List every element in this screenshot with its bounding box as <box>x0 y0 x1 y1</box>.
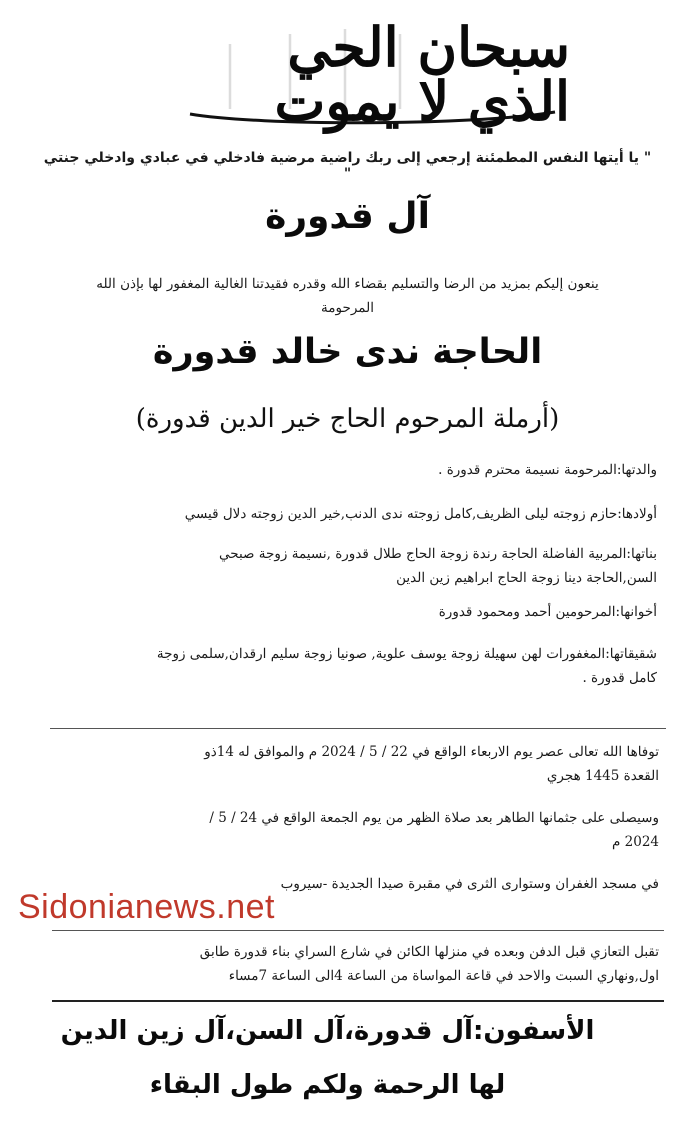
deceased-name: الحاجة ندى خالد قدورة <box>152 332 543 372</box>
relative-text-continued: كامل قدورة . <box>582 670 657 686</box>
family-title: آل قدورة <box>265 196 430 237</box>
relative-label: بناتها: <box>626 546 657 562</box>
relative-brothers <box>42 600 657 624</box>
relative-sisters <box>42 642 657 690</box>
announcement-line-1: ينعون إليكم بمزيد من الرضا والتسليم بقضاء الله وقدره فقيدتنا الغالية المغفور لها بإذن الله <box>96 276 599 292</box>
relative-label: أخوانها: <box>615 604 657 620</box>
relative-label: شقيقاتها: <box>605 646 657 662</box>
calligraphy-text: سبحان الحي الذي لا يموت <box>274 15 570 133</box>
quran-verse: " يا أيتها النفس المطمئنة إرجعي إلى ربك راضية مرضية فادخلي في عبادي وادخلي جنتي " <box>43 150 652 182</box>
relative-text: حازم زوجته ليلى الظريف,كامل زوجته ندى الدنب,خير الدين زوجته دلال قيسي <box>184 506 618 522</box>
widow-of-line: (أرملة المرحوم الحاج خير الدين قدورة) <box>135 404 560 434</box>
condolence-info-line-2: اول,ونهاري السبت والاحد في قاعة المواساة من الساعة 4الى الساعة 7مساء <box>228 968 659 984</box>
divider <box>52 930 664 931</box>
calligraphy-header <box>170 14 570 134</box>
announcement <box>40 272 655 320</box>
relative-text-continued: السن,الحاجة دينا زوجة الحاج ابراهيم زين الدين <box>396 570 657 586</box>
watermark: Sidonianews.net <box>18 888 276 926</box>
mourners-line: الأسفون:آل قدورة،آل السن،آل زين الدين <box>60 1016 595 1046</box>
relative-text: المرحومة نسيمة محترم قدورة . <box>438 462 617 478</box>
condolence-info-line-1: تقبل التعازي قبل الدفن وبعده في منزلها الكائن في شارع السراي بناء قدورة طابق <box>199 944 659 960</box>
death-info <box>50 740 659 788</box>
relative-text: المغفورات لهن سهيلة زوجة يوسف علوية, صونيا زوجة سليم ارقدان,سلمى زوجة <box>156 646 606 662</box>
condolence-info <box>50 940 659 988</box>
closing-line: لها الرحمة ولكم طول البقاء <box>149 1070 506 1100</box>
relative-children <box>42 502 657 526</box>
divider <box>50 728 666 729</box>
relative-mother <box>42 458 657 482</box>
prayer-info-line-2: 2024 م <box>611 834 659 850</box>
death-info-line-2: القعدة 1445 هجري <box>546 768 659 784</box>
relative-text: المرحومين أحمد ومحمود قدورة <box>438 604 616 620</box>
relative-text: المربية الفاضلة الحاجة رندة زوجة الحاج طلال قدورة ,نسيمة زوجة صبحي <box>219 546 627 562</box>
relative-label: أولادها: <box>617 506 657 522</box>
prayer-info-line-1: وسيصلى على جثمانها الطاهر بعد صلاة الظهر من يوم الجمعة الواقع في 24 / 5 / <box>209 810 659 826</box>
relative-label: والدتها: <box>616 462 657 478</box>
divider-thick <box>52 1000 664 1002</box>
prayer-info <box>50 806 659 854</box>
burial-info: في مسجد الغفران وستوارى الثرى في مقبرة صيدا الجديدة -سيروب <box>280 876 659 892</box>
death-info-line-1: توفاها الله تعالى عصر يوم الاربعاء الواقع في 22 / 5 / 2024 م والموافق له 14ذو <box>204 744 659 760</box>
relative-daughters <box>42 542 657 590</box>
announcement-line-2: المرحومة <box>321 300 374 316</box>
